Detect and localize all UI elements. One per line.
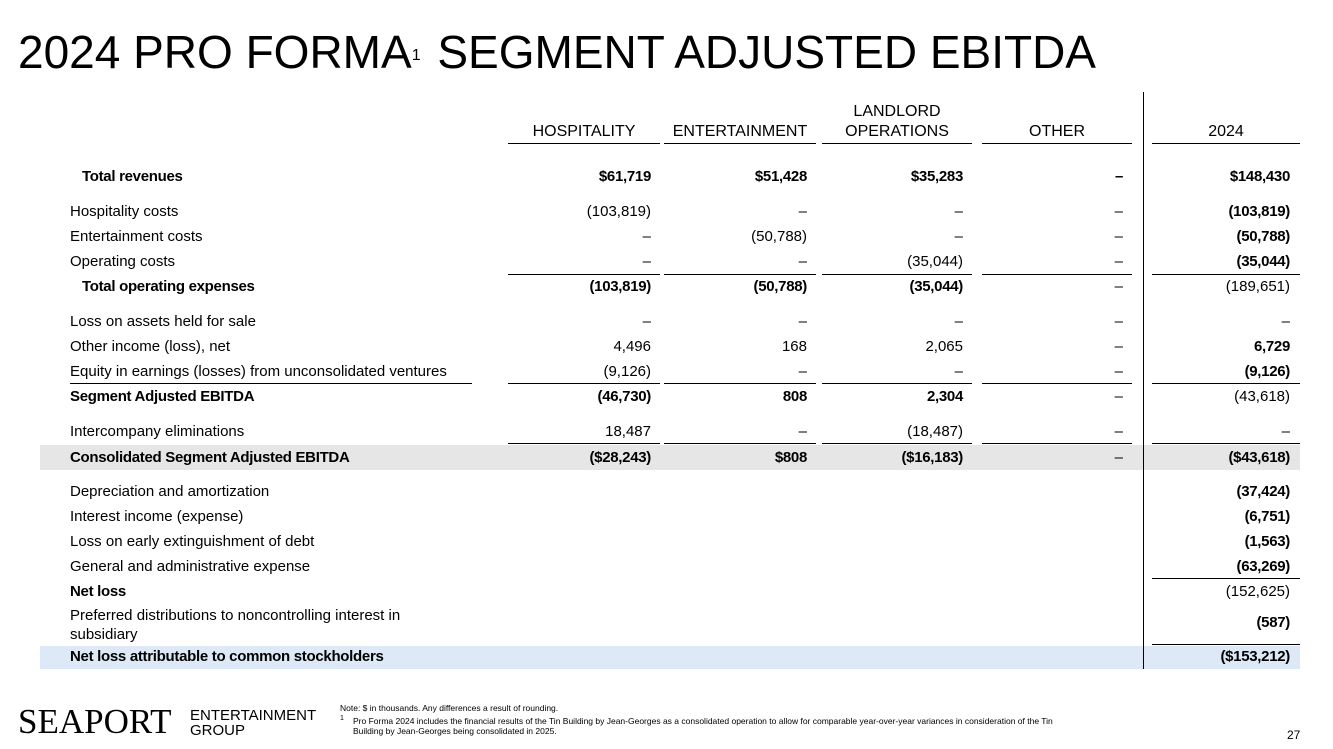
row-label-total-revenues: Total revenues — [82, 168, 183, 185]
cell-intercompany-2024: – — [1281, 423, 1290, 440]
row-label-operating-costs: Operating costs — [70, 253, 176, 270]
cell-depreciation-2024: (37,424) — [1236, 483, 1290, 500]
cell-loss-assets-landlord: – — [954, 313, 963, 330]
cell-other-income-2024: 6,729 — [1253, 338, 1290, 355]
cell-general-admin-2024: (63,269) — [1236, 558, 1290, 575]
cell-total-opex-2024: (189,651) — [1225, 278, 1290, 295]
cell-loss-assets-2024: – — [1281, 313, 1290, 330]
row-label-loss-extinguishment: Loss on early extinguishment of debt — [70, 533, 315, 550]
row-label-preferred-distributions-line2: subsidiary — [70, 626, 138, 643]
cell-preferred-distributions-2024: (587) — [1256, 614, 1290, 631]
row-label-interest: Interest income (expense) — [70, 508, 244, 525]
cell-consolidated-2024: ($43,618) — [1228, 449, 1290, 466]
cell-hospitality-costs-landlord: – — [954, 203, 963, 220]
cell-segment-ebitda-landlord: 2,304 — [926, 388, 963, 405]
logo-sub-line1: ENTERTAINMENT — [190, 707, 317, 724]
cell-total-opex-landlord: (35,044) — [909, 278, 963, 295]
cell-consolidated-other: – — [1114, 449, 1123, 466]
cell-equity-other: – — [1114, 363, 1123, 380]
cell-segment-ebitda-2024: (43,618) — [1234, 388, 1290, 405]
cell-loss-assets-hospitality: – — [642, 313, 651, 330]
row-label-depreciation: Depreciation and amortization — [70, 483, 270, 500]
col-header-other: OTHER — [1029, 123, 1085, 140]
page-title — [18, 22, 1096, 82]
cell-intercompany-entertainment: – — [798, 423, 807, 440]
row-label-hospitality-costs: Hospitality costs — [70, 203, 179, 220]
row-label-total-operating-expenses: Total operating expenses — [82, 278, 255, 295]
cell-hospitality-costs-entertainment: – — [798, 203, 807, 220]
col-header-landlord-line1: LANDLORD — [853, 103, 941, 120]
row-label-net-loss: Net loss — [70, 583, 126, 600]
cell-other-income-hospitality: 4,496 — [613, 338, 651, 355]
cell-operating-costs-2024: (35,044) — [1236, 253, 1290, 270]
cell-total-revenues-entertainment: $51,428 — [754, 168, 807, 185]
logo-seaport: SEAPORT — [18, 702, 172, 741]
row-label-segment-adjusted-ebitda: Segment Adjusted EBITDA — [70, 388, 255, 405]
cell-entertainment-costs-entertainment: (50,788) — [751, 228, 807, 245]
title-footnote-mark: 1 — [411, 47, 421, 64]
cell-intercompany-landlord: (18,487) — [907, 423, 963, 440]
cell-segment-ebitda-other: – — [1114, 388, 1123, 405]
cell-interest-2024: (6,751) — [1244, 508, 1290, 525]
cell-total-revenues-hospitality: $61,719 — [598, 168, 651, 185]
logo-sub-line2: GROUP — [190, 722, 246, 739]
cell-equity-hospitality: (9,126) — [603, 363, 651, 380]
cell-loss-extinguishment-2024: (1,563) — [1244, 533, 1290, 550]
row-label-intercompany-eliminations: Intercompany eliminations — [70, 423, 245, 440]
col-header-2024: 2024 — [1208, 123, 1244, 140]
page-number: 27 — [1287, 728, 1301, 742]
row-label-equity-in-earnings: Equity in earnings (losses) from unconsolidated ventures — [70, 363, 447, 380]
cell-other-income-entertainment: 168 — [781, 338, 807, 355]
cell-entertainment-costs-hospitality: – — [642, 228, 651, 245]
row-label-net-loss-common: Net loss attributable to common stockholders — [70, 648, 384, 665]
col-header-landlord-line2: OPERATIONS — [845, 123, 949, 140]
cell-total-opex-other: – — [1114, 278, 1123, 295]
cell-intercompany-other: – — [1114, 423, 1123, 440]
cell-total-revenues-2024: $148,430 — [1229, 168, 1290, 185]
cell-net-loss-common-2024: ($153,212) — [1220, 648, 1290, 665]
cell-segment-ebitda-entertainment: 808 — [782, 388, 807, 405]
footnote-line1: Pro Forma 2024 includes the financial results of the Tin Building by Jean-Georges as a consolidated operation to allow for comparable year-over-year variances in consideration of the Tin — [353, 716, 1053, 726]
cell-loss-assets-other: – — [1114, 313, 1123, 330]
cell-consolidated-entertainment: $808 — [774, 449, 807, 466]
cell-hospitality-costs-2024: (103,819) — [1228, 203, 1290, 220]
year-column-divider — [1143, 92, 1144, 669]
cell-net-loss-2024: (152,625) — [1225, 583, 1290, 600]
cell-consolidated-hospitality: ($28,243) — [589, 449, 651, 466]
cell-total-revenues-other: – — [1114, 168, 1123, 185]
col-header-entertainment: ENTERTAINMENT — [672, 123, 808, 140]
cell-intercompany-hospitality: 18,487 — [605, 423, 651, 440]
row-label-other-income: Other income (loss), net — [70, 338, 231, 355]
footnote-line2: Building by Jean-Georges being consolidated in 2025. — [353, 726, 557, 736]
cell-other-income-other: – — [1114, 338, 1123, 355]
cell-equity-2024: (9,126) — [1244, 363, 1290, 380]
cell-operating-costs-other: – — [1114, 253, 1123, 270]
row-label-preferred-distributions: Preferred distributions to noncontrolling interest in — [70, 607, 401, 624]
cell-total-revenues-landlord: $35,283 — [910, 168, 963, 185]
cell-loss-assets-entertainment: – — [798, 313, 807, 330]
title-rest: SEGMENT ADJUSTED EBITDA — [424, 26, 1096, 78]
cell-entertainment-costs-landlord: – — [954, 228, 963, 245]
cell-entertainment-costs-2024: (50,788) — [1236, 228, 1290, 245]
footnote-mark: 1 — [340, 715, 344, 722]
cell-total-opex-entertainment: (50,788) — [753, 278, 807, 295]
cell-total-opex-hospitality: (103,819) — [589, 278, 651, 295]
row-label-consolidated-segment-ebitda: Consolidated Segment Adjusted EBITDA — [70, 449, 350, 466]
cell-entertainment-costs-other: – — [1114, 228, 1123, 245]
cell-segment-ebitda-hospitality: (46,730) — [597, 388, 651, 405]
row-label-loss-on-assets: Loss on assets held for sale — [70, 313, 256, 330]
title-main: 2024 PRO FORMA — [18, 26, 412, 78]
cell-hospitality-costs-other: – — [1114, 203, 1123, 220]
cell-operating-costs-entertainment: – — [798, 253, 807, 270]
cell-consolidated-landlord: ($16,183) — [901, 449, 963, 466]
cell-operating-costs-landlord: (35,044) — [907, 253, 963, 270]
cell-equity-entertainment: – — [798, 363, 807, 380]
row-label-entertainment-costs: Entertainment costs — [70, 228, 203, 245]
cell-operating-costs-hospitality: – — [642, 253, 651, 270]
cell-equity-landlord: – — [954, 363, 963, 380]
cell-other-income-landlord: 2,065 — [925, 338, 963, 355]
cell-hospitality-costs-hospitality: (103,819) — [586, 203, 651, 220]
note-text: Note: $ in thousands. Any differences a result of rounding. — [340, 703, 559, 713]
col-header-hospitality: HOSPITALITY — [532, 123, 636, 140]
logo-subtitle — [190, 708, 316, 738]
row-label-general-admin: General and administrative expense — [70, 558, 311, 575]
